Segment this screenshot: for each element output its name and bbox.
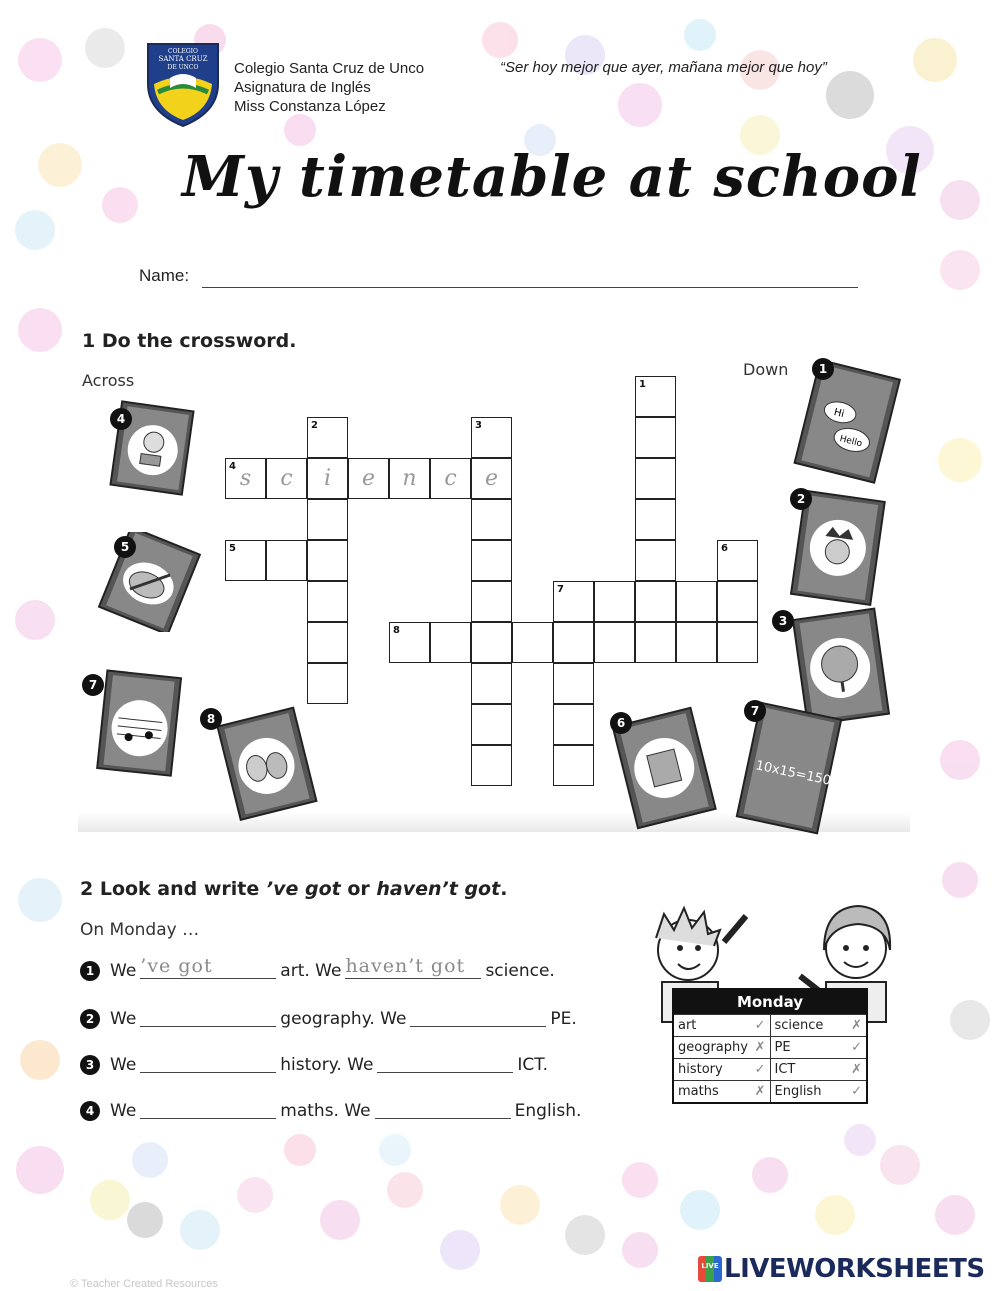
crossword-cell[interactable] bbox=[225, 458, 266, 499]
timetable-title: Monday bbox=[674, 990, 866, 1014]
book-across-5 bbox=[90, 532, 210, 636]
table-row: history ✓ ICT ✗ bbox=[674, 1058, 866, 1080]
book-badge: 4 bbox=[110, 408, 132, 430]
crossword-cell[interactable] bbox=[471, 622, 512, 663]
book-badge: 7 bbox=[744, 700, 766, 722]
crossword-cell[interactable] bbox=[717, 540, 758, 581]
speech-bubbles-book-icon bbox=[786, 358, 906, 486]
check-icon: ✓ bbox=[851, 1084, 862, 1099]
answer-field[interactable]: ’ve got bbox=[140, 960, 276, 979]
crossword-cell[interactable] bbox=[594, 581, 635, 622]
crossword-cell[interactable] bbox=[471, 540, 512, 581]
crossword-cell[interactable] bbox=[553, 663, 594, 704]
exercise-2-intro: On Monday … bbox=[80, 920, 200, 940]
crossword-cell[interactable] bbox=[676, 581, 717, 622]
book-across-7 bbox=[88, 668, 188, 784]
crossword-cell[interactable] bbox=[717, 581, 758, 622]
crossword-cell[interactable] bbox=[635, 622, 676, 663]
table-row: geography ✗ PE ✓ bbox=[674, 1036, 866, 1058]
book-down-1 bbox=[786, 358, 906, 490]
book-badge: 8 bbox=[200, 708, 222, 730]
crossword-cell[interactable] bbox=[635, 458, 676, 499]
worksheet bbox=[22, 32, 978, 1290]
answer-field[interactable]: haven’t got bbox=[345, 960, 481, 979]
crossword-cell[interactable] bbox=[307, 499, 348, 540]
crossword-cell[interactable] bbox=[471, 663, 512, 704]
crossword-cell[interactable] bbox=[307, 458, 348, 499]
crossword-cell[interactable] bbox=[471, 458, 512, 499]
crossword-cell[interactable] bbox=[717, 622, 758, 663]
down-label: Down bbox=[743, 360, 789, 379]
answer-field[interactable] bbox=[140, 1100, 276, 1119]
cross-icon: ✗ bbox=[851, 1018, 862, 1033]
answer-field[interactable] bbox=[410, 1008, 546, 1027]
crossword-cell[interactable] bbox=[635, 417, 676, 458]
svg-text:COLEGIO: COLEGIO bbox=[168, 48, 198, 55]
book-across-8 bbox=[206, 704, 326, 828]
crossword-cell[interactable] bbox=[307, 417, 348, 458]
answer-field[interactable] bbox=[140, 1008, 276, 1027]
check-icon: ✓ bbox=[851, 1040, 862, 1055]
crossword-cell[interactable] bbox=[635, 376, 676, 417]
exercise-2-heading: 2 Look and write ’ve got or haven’t got. bbox=[80, 878, 508, 900]
cross-icon: ✗ bbox=[851, 1062, 862, 1077]
book-badge: 5 bbox=[114, 536, 136, 558]
cross-icon: ✗ bbox=[754, 1040, 766, 1055]
school-crest-icon bbox=[144, 40, 222, 128]
svg-text:SANTA CRUZ: SANTA CRUZ bbox=[158, 55, 208, 63]
exercise-1-heading: 1 Do the crossword. bbox=[82, 330, 297, 352]
crossword-cell[interactable] bbox=[553, 581, 594, 622]
svg-text:DE UNCO: DE UNCO bbox=[167, 64, 199, 71]
sentence-2: 2 We geography. We PE. bbox=[80, 1008, 577, 1029]
crossword-cell[interactable] bbox=[471, 745, 512, 786]
monday-timetable bbox=[672, 988, 868, 1104]
page-title: My timetable at school bbox=[182, 144, 922, 210]
sentence-3: 3 We history. We ICT. bbox=[80, 1054, 548, 1075]
check-icon: ✓ bbox=[754, 1018, 766, 1033]
crossword-cell[interactable] bbox=[471, 704, 512, 745]
book-down-2 bbox=[784, 482, 894, 616]
crossword-cell[interactable] bbox=[430, 458, 471, 499]
crossword-cell[interactable] bbox=[471, 417, 512, 458]
example-letter: c bbox=[444, 466, 457, 491]
clue-number: 5 bbox=[229, 543, 236, 554]
clue-number: 6 bbox=[721, 543, 728, 554]
crossword-cell[interactable] bbox=[430, 622, 471, 663]
school-name: Colegio Santa Cruz de Unco bbox=[234, 60, 425, 77]
crossword-cell[interactable] bbox=[553, 622, 594, 663]
crossword-cell[interactable] bbox=[389, 458, 430, 499]
clue-number: 3 bbox=[475, 420, 482, 431]
example-letter: n bbox=[402, 466, 417, 491]
subject-name: Asignatura de Inglés bbox=[234, 79, 371, 96]
name-label: Name: bbox=[139, 266, 190, 285]
clue-number: 7 bbox=[557, 584, 564, 595]
palette-book-icon bbox=[90, 532, 210, 632]
crossword-cell[interactable] bbox=[389, 622, 430, 663]
example-letter: e bbox=[484, 466, 499, 491]
book-across-4 bbox=[108, 400, 196, 500]
crossword-cell[interactable] bbox=[594, 622, 635, 663]
example-letter: e bbox=[361, 466, 376, 491]
svg-text:Hi: Hi bbox=[832, 406, 846, 421]
crossword-cell[interactable] bbox=[266, 540, 307, 581]
drama-masks-book-icon bbox=[206, 704, 326, 824]
crossword-cell[interactable] bbox=[307, 663, 348, 704]
crossword-cell[interactable] bbox=[635, 499, 676, 540]
example-letter: c bbox=[280, 466, 293, 491]
crossword-cell[interactable] bbox=[553, 745, 594, 786]
table-row: maths ✗ English ✓ bbox=[674, 1080, 866, 1102]
answer-field[interactable] bbox=[375, 1100, 511, 1119]
crossword-cell[interactable] bbox=[471, 581, 512, 622]
check-icon: ✓ bbox=[754, 1062, 766, 1077]
crossword-cell[interactable] bbox=[307, 581, 348, 622]
book-down-6 bbox=[604, 702, 724, 836]
teacher-name: Miss Constanza López bbox=[234, 98, 386, 115]
sentence-1: 1 We ’ve got art. We haven’t got science. bbox=[80, 960, 555, 981]
crossword-cell[interactable] bbox=[348, 458, 389, 499]
book-badge: 1 bbox=[812, 358, 834, 380]
clue-number: 8 bbox=[393, 625, 400, 636]
crossword-cell[interactable] bbox=[635, 540, 676, 581]
name-field[interactable] bbox=[202, 268, 858, 288]
sentence-4: 4 We maths. We English. bbox=[80, 1100, 581, 1121]
cross-icon: ✗ bbox=[754, 1084, 766, 1099]
example-letter: i bbox=[323, 466, 332, 491]
crossword-cell[interactable] bbox=[307, 540, 348, 581]
crossword-cell[interactable] bbox=[553, 704, 594, 745]
crossword-cell[interactable] bbox=[471, 499, 512, 540]
crossword-cell[interactable] bbox=[512, 622, 553, 663]
book-badge: 6 bbox=[610, 712, 632, 734]
clue-number: 1 bbox=[639, 379, 646, 390]
table-row: art ✓ science ✗ bbox=[674, 1014, 866, 1036]
svg-text:10x15=150: 10x15=150 bbox=[754, 758, 833, 789]
book-badge: 2 bbox=[790, 488, 812, 510]
example-letter: s bbox=[239, 466, 252, 491]
copyright-note: © Teacher Created Resources bbox=[70, 1278, 218, 1290]
answer-field[interactable] bbox=[377, 1054, 513, 1073]
crossword-cell[interactable] bbox=[225, 540, 266, 581]
crossword-cell[interactable] bbox=[635, 581, 676, 622]
across-label: Across bbox=[82, 371, 135, 390]
crossword-cell[interactable] bbox=[266, 458, 307, 499]
svg-text:Hello: Hello bbox=[838, 434, 864, 450]
book-down-7 bbox=[734, 698, 844, 842]
liveworksheets-logo-icon: LIVE bbox=[698, 1256, 722, 1282]
answer-field[interactable] bbox=[140, 1054, 276, 1073]
school-motto: “Ser hoy mejor que ayer, mañana mejor que hoy” bbox=[500, 59, 827, 76]
crossword-cell[interactable] bbox=[307, 622, 348, 663]
crossword-cell[interactable] bbox=[676, 622, 717, 663]
book-badge: 7 bbox=[82, 674, 104, 696]
liveworksheets-brand[interactable]: LIVEWORKSHEETS bbox=[724, 1254, 985, 1284]
clue-number: 4 bbox=[229, 461, 236, 472]
book-badge: 3 bbox=[772, 610, 794, 632]
clue-number: 2 bbox=[311, 420, 318, 431]
